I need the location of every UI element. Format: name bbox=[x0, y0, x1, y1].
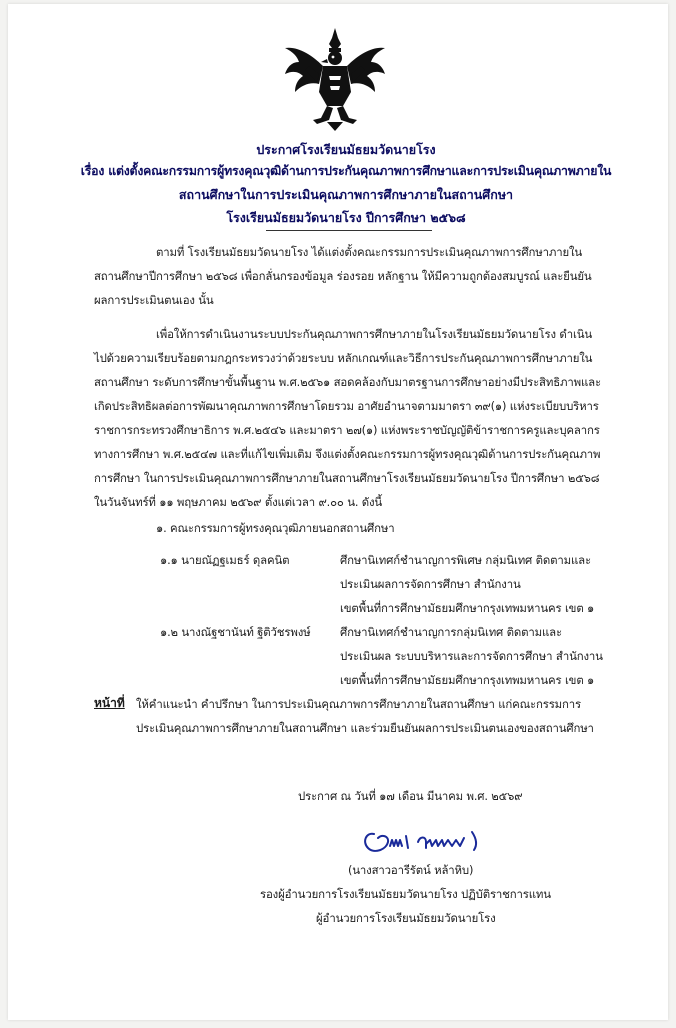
section-title: ๑. คณะกรรมการผู้ทรงคุณวุฒิภายนอกสถานศึกษา bbox=[156, 521, 395, 535]
signer-title-line-2: ผู้อำนวยการโรงเรียนมัธยมวัดนายโรง bbox=[316, 911, 496, 925]
document-page bbox=[8, 4, 668, 1020]
para1-line: ผลการประเมินตนเอง นั้น bbox=[94, 293, 214, 307]
announcement-subject-line-2: สถานศึกษาในการประเมินคุณภาพการศึกษาภายในสถานศึกษา bbox=[178, 187, 514, 202]
garuda-emblem-icon bbox=[283, 26, 387, 132]
member-position-line: เขตพื้นที่การศึกษามัธยมศึกษากรุงเทพมหานคร เขต ๑ bbox=[340, 601, 595, 615]
title-divider bbox=[266, 230, 432, 231]
para1-line: ตามที่ โรงเรียนมัธยมวัดนายโรง ได้แต่งตั้งคณะกรรมการประเมินคุณภาพการศึกษาภายใน bbox=[156, 245, 583, 259]
duty-text-line: ให้คำแนะนำ คำปรึกษา ในการประเมินคุณภาพการศึกษาภายในสถานศึกษา แก่คณะกรรมการ bbox=[136, 697, 581, 711]
handwritten-signature-icon bbox=[360, 824, 500, 858]
para2-line: ในวันจันทร์ที่ ๑๑ พฤษภาคม ๒๕๖๙ ตั้งแต่เวลา ๙.๐๐ น. ดังนี้ bbox=[94, 495, 383, 509]
para2-line: เพื่อให้การดำเนินงานระบบประกันคุณภาพการศึกษาภายในโรงเรียนมัธยมวัดนายโรง ดำเนิน bbox=[156, 327, 593, 341]
para2-line: สถานศึกษา ระดับการศึกษาขั้นพื้นฐาน พ.ศ.๒๕๖๑ สอดคล้องกับมาตรฐานการศึกษาอย่างมีประสิทธิภาพและ bbox=[94, 375, 601, 389]
para1-line: สถานศึกษาปีการศึกษา ๒๕๖๘ เพื่อกลั่นกรองข้อมูล ร่องรอย หลักฐาน ให้มีความถูกต้องสมบูรณ์ และยืนยัน bbox=[94, 269, 592, 283]
para2-line: การศึกษา ในการประเมินคุณภาพการศึกษาภายในสถานศึกษาโรงเรียนมัธยมวัดนายโรง ปีการศึกษา ๒๕๖๘ bbox=[94, 471, 600, 485]
announcement-subject-line-3: โรงเรียนมัธยมวัดนายโรง ปีการศึกษา ๒๕๖๘ bbox=[226, 210, 466, 225]
member-position-line: ศึกษานิเทศก์ชำนาญการกลุ่มนิเทศ ติดตามและ bbox=[340, 625, 562, 639]
para2-line: ราชการกระทรวงศึกษาธิการ พ.ศ.๒๕๔๖ และมาตรา ๒๗(๑) แห่งพระราชบัญญัติข้าราชการครูและบุคลากร bbox=[94, 423, 600, 437]
para2-line: ทางการศึกษา พ.ศ.๒๕๔๗ และที่แก้ไขเพิ่มเติม จึงแต่งตั้งคณะกรรมการผู้ทรงคุณวุฒิด้านการประกันคุณภาพ bbox=[94, 447, 601, 461]
member-position-line: ประเมินผล ระบบบริหารและการจัดการศึกษา สำนักงาน bbox=[340, 649, 603, 663]
signer-title-line-1: รองผู้อำนวยการโรงเรียนมัธยมวัดนายโรง ปฏิบัติราชการแทน bbox=[260, 887, 551, 901]
member-name: ๑.๑ นายณัฏฐเมธร์ ดุลคนิต bbox=[160, 553, 290, 567]
para2-line: ไปด้วยความเรียบร้อยตามกฎกระทรวงว่าด้วยระบบ หลักเกณฑ์และวิธีการประกันคุณภาพการศึกษาภายใน bbox=[94, 351, 593, 365]
duty-label: หน้าที่ bbox=[94, 696, 125, 710]
member-position-line: ศึกษานิเทศก์ชำนาญการพิเศษ กลุ่มนิเทศ ติดตามและ bbox=[340, 553, 591, 567]
member-name: ๑.๒ นางณัฐชานันท์ ฐิติวัชรพงษ์ bbox=[160, 625, 311, 639]
signer-name: (นางสาวอารีรัตน์ หล้าหิบ) bbox=[348, 863, 474, 877]
announce-date: ประกาศ ณ วันที่ ๑๗ เดือน มีนาคม พ.ศ. ๒๕๖๙ bbox=[298, 789, 523, 803]
duty-text-line: ประเมินคุณภาพการศึกษาภายในสถานศึกษา และร่วมยืนยันผลการประเมินตนเองของสถานศึกษา bbox=[136, 721, 594, 735]
member-position-line: ประเมินผลการจัดการศึกษา สำนักงาน bbox=[340, 577, 521, 591]
para2-line: เกิดประสิทธิผลต่อการพัฒนาคุณภาพการศึกษาโดยรวม อาศัยอำนาจตามมาตรา ๓๙(๑) แห่งระเบียบบริหาร bbox=[94, 399, 599, 413]
announcement-subject-line-1: เรื่อง แต่งตั้งคณะกรรมการผู้ทรงคุณวุฒิด้านการประกันคุณภาพการศึกษาและการประเมินคุณภาพภายใน bbox=[80, 164, 612, 178]
member-position-line: เขตพื้นที่การศึกษามัธยมศึกษากรุงเทพมหานคร เขต ๑ bbox=[340, 673, 595, 687]
announcement-title: ประกาศโรงเรียนมัธยมวัดนายโรง bbox=[256, 142, 436, 157]
